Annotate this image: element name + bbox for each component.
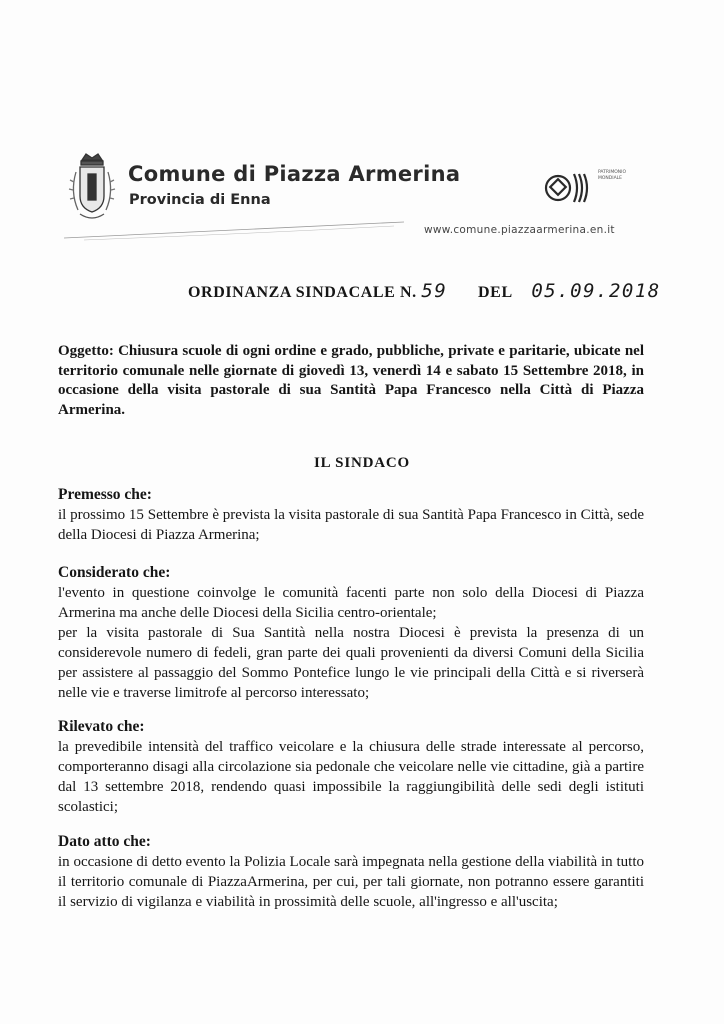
considerato-text-1: l'evento in questione coinvolge le comunità facenti parte non solo della Diocesi di Piazza Armerina ma anche delle Diocesi della Sicilia centro-orientale;	[58, 585, 644, 621]
section-premesso	[58, 485, 644, 545]
premesso-text: il prossimo 15 Settembre è prevista la visita pastorale di sua Santità Papa Francesco in Città, sede della Diocesi di Piazza Armerina;	[58, 507, 644, 543]
considerato-heading: Considerato che:	[58, 564, 171, 581]
ordinanza-title	[188, 280, 661, 302]
comune-name: Comune di Piazza Armerina	[128, 162, 461, 186]
il-sindaco-heading: IL SINDACO	[314, 455, 410, 471]
ordinanza-del-label: DEL	[478, 284, 513, 301]
ordinanza-date: 05.09.2018	[531, 280, 661, 302]
section-dato-atto	[58, 832, 644, 912]
considerato-text-2: per la visita pastorale di Sua Santità nella nostra Diocesi è prevista la presenza di un considerevole numero di fedeli, gran parte dei quali provenienti da diversi Comuni della Sicilia per assistere al passaggio del Sommo Pontefice lungo le vie principali della Città e si riverserà nelle vie e traverse limitrofe al percorso interessato;	[58, 625, 644, 701]
premesso-heading: Premesso che:	[58, 486, 152, 503]
rilevato-text: la prevedibile intensità del traffico veicolare e la chiusura delle strade interessate al percorso, comporteranno disagi alla circolazione sia pedonale che veicolare nelle vie cittadine, già a partire dal 13 settembre 2018, rendendo quasi impossibile la raggiungibilità delle sedi degli istituti scolastici;	[58, 739, 644, 815]
website-url: www.comune.piazzaarmerina.en.it	[424, 224, 615, 236]
dato-atto-heading: Dato atto che:	[58, 833, 151, 850]
unesco-world-heritage-icon	[544, 168, 600, 208]
dato-atto-text: in occasione di detto evento la Polizia Locale sarà impegnata nella gestione della viabilità in tutto il territorio comunale di PiazzaArmerina, per cui, per tali giornate, non potranno essere garantiti il servizio di vigilanza e viabilità in prossimità delle scuole, all'ingresso e all'uscita;	[58, 854, 644, 910]
header-divider	[64, 218, 404, 248]
section-rilevato	[58, 717, 644, 817]
section-considerato	[58, 563, 644, 703]
ordinanza-label: ORDINANZA SINDACALE N.	[188, 284, 417, 301]
rilevato-heading: Rilevato che:	[58, 718, 145, 735]
provincia-name: Provincia di Enna	[129, 192, 271, 208]
oggetto-paragraph: Oggetto: Chiusura scuole di ogni ordine e grado, pubbliche, private e paritarie, ubicate nel territorio comunale nelle giornate di giovedì 13, venerdì 14 e sabato 15 Settembre 2018, in occasione della visita pastorale di sua Santità Papa Francesco nella Città di Piazza Armerina.	[58, 343, 644, 418]
unesco-caption: PATRIMONIO MONDIALE	[598, 170, 627, 181]
ordinanza-number: 59	[421, 280, 448, 302]
